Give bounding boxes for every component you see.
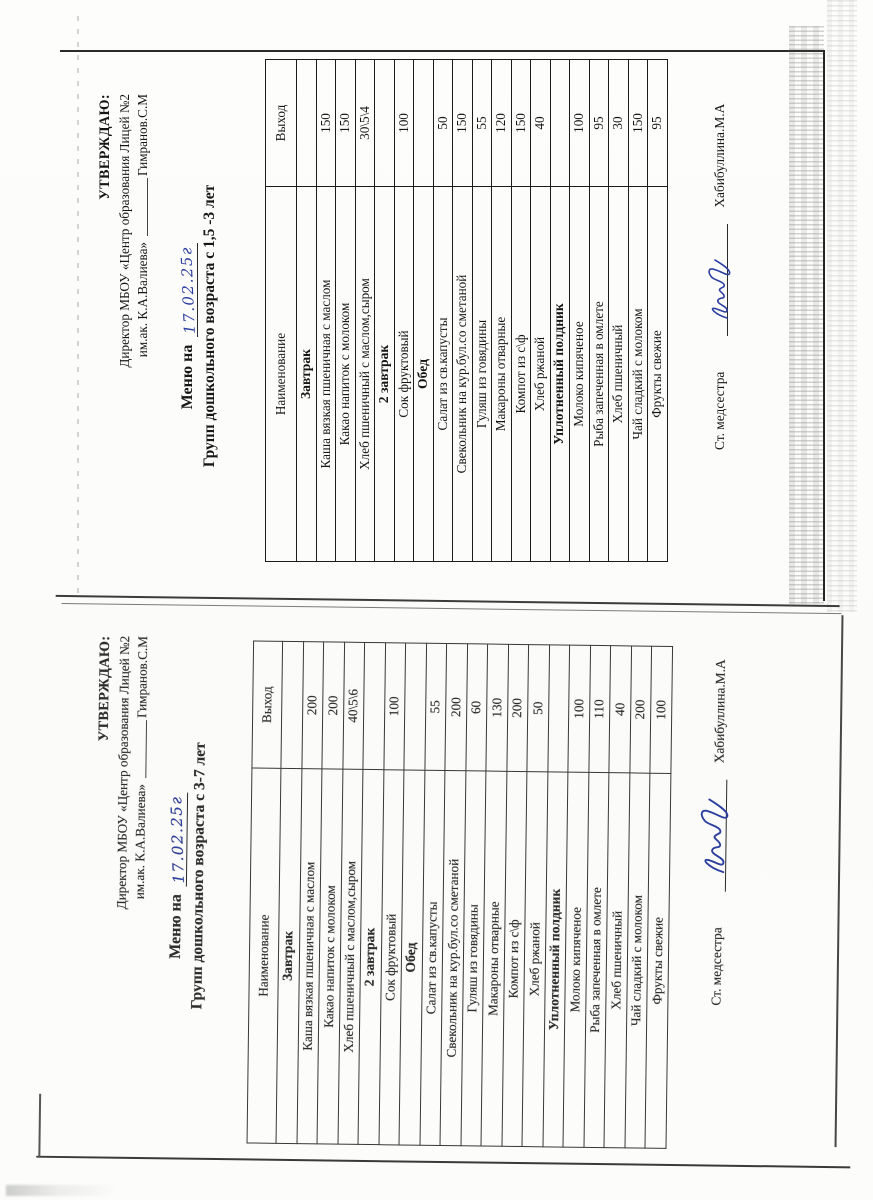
dish-output: 100 [383, 643, 405, 770]
dish-name: Хлеб пшеничный [604, 773, 629, 1148]
menu-section-label: 2 завтрак [358, 769, 383, 1144]
dish-output [375, 60, 395, 187]
dish-output: 50 [527, 645, 549, 772]
menu-item-row [648, 60, 668, 562]
menu-section-label: Обед [414, 187, 434, 562]
dish-output [547, 645, 569, 772]
dish-output: 95 [648, 60, 668, 187]
page-menu-1-5-3 [62, 52, 836, 600]
approval-sign-line [134, 94, 152, 600]
dish-name: Чай сладкий с молоком [625, 773, 650, 1148]
menu-section-label: Завтрак [276, 768, 301, 1143]
approval-director-line: Директор МБОУ «Центр образования Лицей №2 [113, 635, 132, 910]
dish-name: Фрукты свежие [645, 773, 670, 1148]
approval-block [96, 52, 152, 600]
dish-output: 130 [486, 644, 508, 771]
dish-output: 55 [424, 643, 446, 770]
menu-item-row [492, 60, 512, 562]
dish-name: Сок фруктовый [394, 187, 414, 562]
dish-output: 100 [568, 645, 590, 772]
dish-name: Гуляш из говядины [472, 187, 492, 562]
menu-subtitle: Групп дошкольного возраста с 1,5 -3 лет [201, 184, 219, 468]
dish-name: Каша вязкая пшеничная с маслом [297, 769, 322, 1144]
dish-name: Хлеб пшеничный [609, 187, 629, 562]
menu-item-row [531, 60, 551, 562]
nurse-name: Хабибуллина.М.А [711, 659, 728, 764]
menu-section-label: Уплотненный полдник [550, 187, 570, 562]
dish-output: 150 [336, 60, 356, 187]
director-signature-blank [133, 720, 147, 778]
dish-output: 100 [570, 60, 590, 187]
dish-output: 40 [531, 60, 551, 187]
dish-name: Хлеб пшеничный с маслом,сыром [355, 187, 375, 562]
menu-item-row [628, 60, 648, 562]
dish-output: 200 [629, 646, 651, 773]
menu-item-row [355, 60, 375, 562]
dish-name: Каша вязкая пшеничная с маслом [316, 187, 336, 562]
director-name: Гимранов.С.М [134, 94, 150, 176]
scan-smudge [6, 1185, 118, 1196]
dish-name: Сок фруктовый [379, 770, 404, 1145]
page2-left-border [38, 1094, 40, 1158]
column-header-name: Наименование [266, 187, 297, 562]
menu-item-row [511, 60, 531, 562]
dish-name: Макароны отварные [492, 187, 512, 562]
dish-output [404, 643, 426, 770]
dish-output: 110 [588, 645, 610, 772]
dish-name: Рыба запеченная в омлете [584, 772, 609, 1147]
dish-output: 55 [472, 60, 492, 187]
menu-item-row [609, 60, 629, 562]
dish-name: Хлеб пшеничный с маслом,сыром [338, 769, 363, 1144]
menu-table [247, 640, 673, 1148]
page-content [62, 52, 836, 600]
director-signature-blank [135, 178, 148, 236]
menu-section-label: 2 завтрак [375, 187, 395, 562]
dish-name: Макароны отварные [481, 771, 506, 1146]
dish-name: Молоко кипяченое [563, 772, 588, 1147]
menu-subtitle: Групп дошкольного возраста с 3-7 лет [188, 742, 209, 1010]
dish-name: Молоко кипяченое [570, 187, 590, 562]
dish-output: 200 [322, 642, 344, 769]
dish-output: 30\5\4 [355, 60, 375, 187]
menu-title-prefix: Меню на [179, 344, 197, 410]
column-header-name: Наименование [247, 768, 281, 1143]
dish-name: Свекольник на кур.бул.со сметаной [453, 187, 473, 562]
menu-section-row [550, 60, 570, 562]
dish-output: 100 [650, 646, 672, 773]
dish-output: 100 [394, 60, 414, 187]
dish-output [363, 642, 385, 769]
handwritten-date: 17.02.25г [167, 794, 188, 884]
menu-item-row [433, 60, 453, 562]
page-menu-3-7 [44, 593, 843, 1165]
dish-output: 40 [609, 646, 631, 773]
menu-section-label: Обед [399, 770, 424, 1145]
column-header-output: Выход [252, 641, 283, 768]
signature-row [708, 601, 729, 1005]
approval-director-line: Директор МБОУ «Центр образования Лицей №2 [116, 94, 132, 368]
dish-name: Хлеб ржаной [522, 772, 547, 1147]
menu-title [178, 52, 198, 600]
handwritten-date: 17.02.25г [177, 245, 199, 334]
signature-row [712, 52, 728, 450]
dish-output: 50 [433, 60, 453, 187]
dish-output [414, 60, 434, 187]
dish-name: Какао напиток с молоком [336, 187, 356, 562]
dish-output: 200 [445, 644, 467, 771]
dish-output: 200 [506, 644, 528, 771]
dish-output: 150 [316, 60, 336, 187]
dish-output: 120 [492, 60, 512, 187]
menu-title-prefix: Меню на [166, 894, 185, 959]
menu-item-row [316, 60, 336, 562]
dish-output: 150 [628, 60, 648, 187]
dish-output [297, 60, 317, 187]
nurse-label: Ст. медсестра [711, 371, 727, 450]
director-name: Гимранов.С.М [133, 635, 150, 719]
dish-output: 95 [589, 60, 609, 187]
dish-output: 40\5\6 [342, 642, 364, 769]
dish-name: Компот из с\ф [511, 187, 531, 562]
dish-name: Хлеб ржаной [531, 187, 551, 562]
column-header-output: Выход [266, 60, 297, 187]
dish-name: Гуляш из говядины [461, 771, 486, 1146]
dish-name: Салат из св.капусты [433, 187, 453, 562]
dish-name: Компот из с\ф [502, 771, 527, 1146]
menu-section-row [414, 60, 434, 562]
nurse-name: Хабибуллина.М.А [711, 103, 727, 208]
dish-name: Какао напиток с молоком [317, 769, 342, 1144]
dish-output [281, 641, 303, 768]
menu-item-row [394, 60, 414, 562]
approval-named-after: им.ак. К.А.Валиева» [131, 783, 149, 900]
dish-output: 150 [511, 60, 531, 187]
handwritten-signature-ink [697, 789, 733, 879]
table-header-row [266, 60, 297, 562]
page-content [44, 593, 843, 1165]
dish-name: Фрукты свежие [648, 187, 668, 562]
dish-output: 150 [453, 60, 473, 187]
dish-output [550, 60, 570, 187]
menu-item-row [472, 60, 492, 562]
handwritten-signature-ink [706, 252, 734, 324]
menu-section-label: Уплотненный полдник [543, 772, 568, 1147]
menu-item-row [589, 60, 609, 562]
nurse-signature-line [709, 779, 726, 891]
approval-heading: УТВЕРЖДАЮ: [95, 635, 114, 742]
dish-name: Свекольник на кур.бул.со сметаной [440, 771, 465, 1146]
dish-output: 30 [609, 60, 629, 187]
menu-item-row [453, 60, 473, 562]
menu-section-row [297, 60, 317, 562]
approval-heading: УТВЕРЖДАЮ: [97, 94, 113, 200]
dish-output: 200 [301, 642, 323, 769]
menu-item-row [570, 60, 590, 562]
nurse-signature-line [712, 224, 728, 336]
approval-block [89, 593, 152, 1156]
date-underline [178, 243, 198, 337]
menu-section-label: Завтрак [297, 187, 317, 562]
menu-item-row [336, 60, 356, 562]
nurse-label: Ст. медсестра [707, 927, 724, 1006]
menu-table [265, 59, 668, 562]
dish-output: 60 [465, 644, 487, 771]
dish-name: Рыба запеченная в омлете [589, 187, 609, 562]
menu-section-row [375, 60, 395, 562]
date-underline [167, 792, 188, 886]
approval-named-after: им.ак. К.А.Валиева» [134, 241, 150, 358]
dish-name: Салат из св.капусты [420, 770, 445, 1145]
dish-name: Чай сладкий с молоком [628, 187, 648, 562]
